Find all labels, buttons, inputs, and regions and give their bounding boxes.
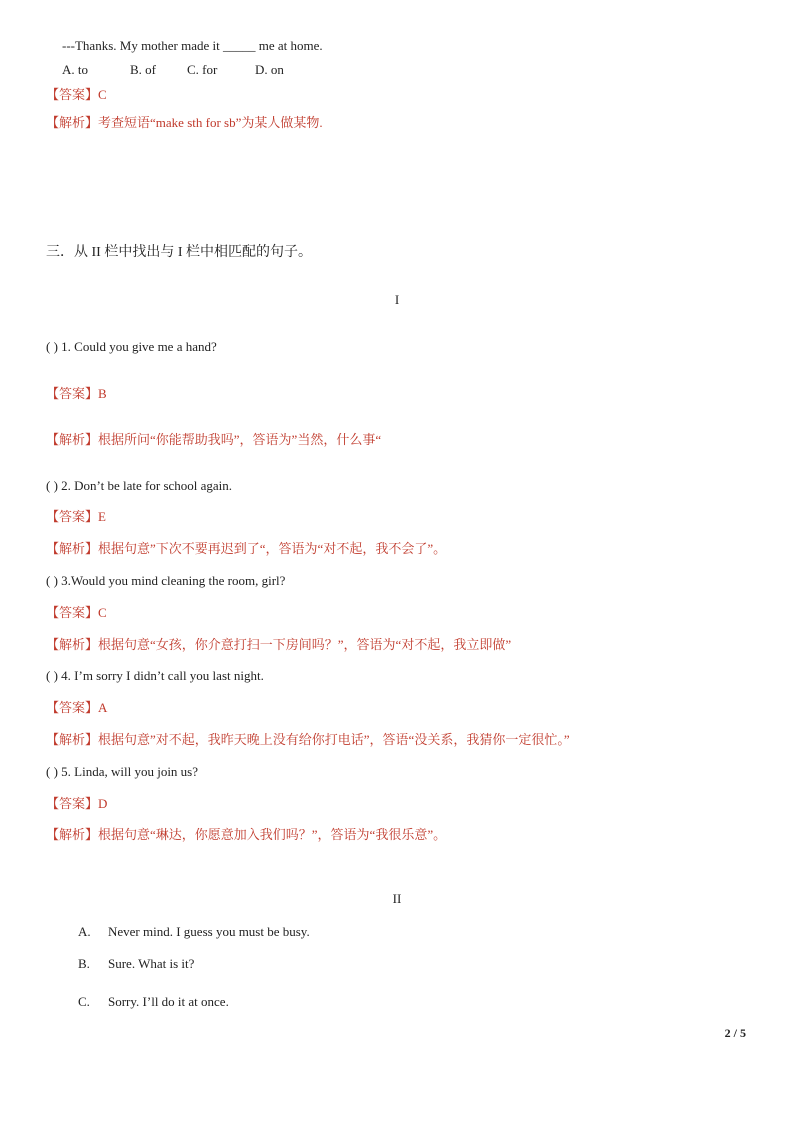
item-analysis (46, 731, 570, 749)
answer-value: E (98, 509, 106, 524)
option-text: Never mind. I guess you must be busy. (108, 924, 310, 939)
item-stem: ( ) 3.Would you mind cleaning the room, girl? (46, 573, 286, 588)
analysis-text: 根据句意”对不起，我昨天晚上没有给你打电话”，答语“没关系，我猜你一定很忙。” (98, 732, 570, 747)
item-analysis (46, 431, 381, 449)
analysis-tag: 【解析】 (46, 732, 99, 747)
col2-option-a (78, 923, 310, 941)
option-b: B. of (130, 62, 156, 77)
answer-tag: 【答案】 (46, 87, 99, 102)
item-analysis (46, 540, 446, 558)
analysis-text: 根据句意“女孩，你介意打扫一下房间吗？”，答语为“对不起，我立即做” (98, 637, 512, 652)
item-answer (46, 699, 107, 717)
page-number: 2 / 5 (724, 1026, 746, 1040)
option-text: Sorry. I’ll do it at once. (108, 994, 229, 1009)
item-stem: ( ) 2. Don’t be late for school again. (46, 478, 233, 493)
item-stem: ( ) 1. Could you give me a hand? (46, 339, 217, 354)
option-letter: B. (78, 956, 90, 971)
question-text: ---Thanks. My mother made it _____ me at home. (62, 38, 323, 53)
column-i-title: I (394, 292, 400, 307)
item-answer (46, 508, 106, 526)
section-heading: 三．从 II 栏中找出与 I 栏中相匹配的句子。 (46, 245, 312, 260)
analysis-tag: 【解析】 (46, 541, 99, 556)
answer-value: C (98, 605, 107, 620)
option-letter: A. (78, 924, 91, 939)
analysis-tag: 【解析】 (46, 827, 99, 842)
item-answer (46, 795, 107, 813)
answer-tag: 【答案】 (46, 605, 99, 620)
analysis-text: 考查短语“make sth for sb”为某人做某物. (98, 115, 323, 130)
option-text: Sure. What is it? (108, 956, 195, 971)
column-ii-title: II (392, 891, 402, 906)
item-analysis (46, 826, 446, 844)
analysis-line (46, 114, 323, 132)
item-stem: ( ) 5. Linda, will you join us? (46, 764, 199, 779)
answer-value: C (98, 87, 107, 102)
item-stem: ( ) 4. I’m sorry I didn’t call you last night. (46, 668, 264, 683)
item-analysis (46, 636, 511, 654)
analysis-text: 根据句意“琳达，你愿意加入我们吗？”，答语为“我很乐意”。 (98, 827, 447, 842)
option-letter: C. (78, 994, 90, 1009)
col2-option-b (78, 955, 194, 973)
answer-tag: 【答案】 (46, 796, 99, 811)
answer-tag: 【答案】 (46, 509, 99, 524)
answer-value: D (98, 796, 108, 811)
item-answer (46, 385, 107, 403)
answer-tag: 【答案】 (46, 386, 99, 401)
analysis-tag: 【解析】 (46, 637, 99, 652)
answer-tag: 【答案】 (46, 700, 99, 715)
option-d: D. on (255, 62, 284, 77)
option-c: C. for (187, 62, 218, 77)
answer-value: B (98, 386, 107, 401)
item-answer (46, 604, 107, 622)
option-a: A. to (62, 62, 88, 77)
analysis-tag: 【解析】 (46, 115, 99, 130)
col2-option-c (78, 993, 229, 1011)
answer-line (46, 86, 107, 104)
answer-value: A (98, 700, 108, 715)
analysis-tag: 【解析】 (46, 432, 99, 447)
analysis-text: 根据句意”下次不要再迟到了“，答语为“对不起，我不会了”。 (98, 541, 447, 556)
analysis-text: 根据所问“你能帮助我吗”，答语为”当然，什么事“ (98, 432, 382, 447)
